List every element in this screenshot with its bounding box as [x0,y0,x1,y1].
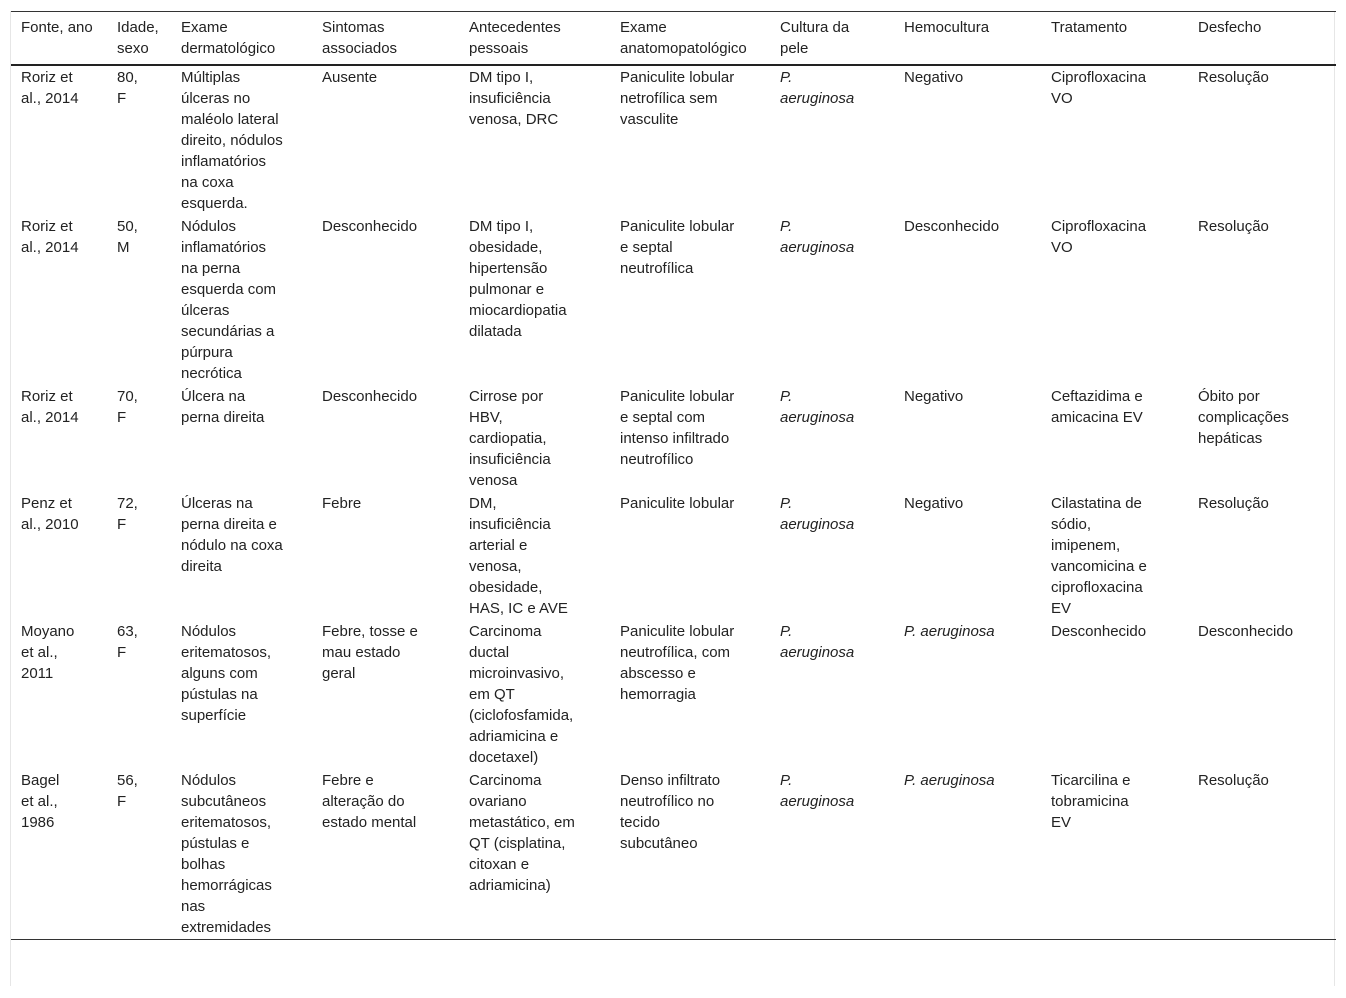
case-reports-table [11,11,1336,940]
table-row [11,385,1336,492]
cell-antecedentes: DM tipo I, obesidade, hipertensão pulmonar e miocardiopatia dilatada [469,218,567,340]
cell-exame: Úlcera na perna direita [181,388,265,426]
cell-exame: Nódulos subcutâneos eritematosos, pústulas e bolhas hemorrágicas nas extremidades [181,772,272,936]
cell-anatomo: Paniculite lobular netrofílica sem vasculite [620,69,735,128]
cell-tratamento: Ceftazidima e amicacina EV [1051,388,1143,426]
cell-sintomas: Febre, tosse e mau estado geral [322,623,418,682]
cell-idade: 80, F [117,69,138,107]
cell-antecedentes: Carcinoma ductal microinvasivo, em QT (ciclofosfamida, adriamicina e docetaxel) [469,623,574,766]
cell-exame: Múltiplas úlceras no maléolo lateral direito, nódulos inflamatórios na coxa esquerda. [181,69,283,212]
cell-antecedentes: DM tipo I, insuficiência venosa, DRC [469,69,559,128]
cell-hemocultura: P. aeruginosa [904,772,995,789]
cell-anatomo: Paniculite lobular [620,495,735,512]
header-desfecho: Desfecho [1198,19,1262,36]
header-fonte: Fonte, ano [21,19,93,36]
cell-sintomas: Desconhecido [322,388,418,405]
cell-tratamento: Ticarcilina e tobramicina EV [1051,772,1131,831]
cell-anatomo: Paniculite lobular neutrofílica, com abscesso e hemorragia [620,623,735,703]
cell-sintomas: Desconhecido [322,218,418,235]
table-row [11,620,1336,769]
cell-cultura: P. aeruginosa [780,69,855,107]
cell-exame: Nódulos inflamatórios na perna esquerda com úlceras secundárias a púrpura necrótica [181,218,277,382]
table-row [11,769,1336,940]
cell-fonte: Roriz et al., 2014 [21,388,79,426]
cell-sintomas: Ausente [322,69,378,86]
header-sintomas: Sintomas associados [322,19,398,57]
case-table-container [10,11,1335,986]
cell-desfecho: Desconhecido [1198,623,1294,640]
cell-anatomo: Denso infiltrato neutrofílico no tecido subcutâneo [620,772,721,852]
cell-exame: Úlceras na perna direita e nódulo na coxa direita [181,495,283,575]
cell-hemocultura: P. aeruginosa [904,623,995,640]
cell-desfecho: Resolução [1198,495,1269,512]
cell-tratamento: Desconhecido [1051,623,1147,640]
cell-exame: Nódulos eritematosos, alguns com pústulas na superfície [181,623,272,724]
table-header-row [11,12,1336,66]
cell-tratamento: Cilastatina de sódio, imipenem, vancomicina e ciprofloxacina EV [1051,495,1147,617]
cell-idade: 63, F [117,623,138,661]
cell-cultura: P. aeruginosa [780,623,855,661]
cell-antecedentes: Cirrose por HBV, cardiopatia, insuficiência venosa [469,388,551,489]
table-row [11,492,1336,620]
cell-cultura: P. aeruginosa [780,772,855,810]
cell-hemocultura: Desconhecido [904,218,1000,235]
header-antecedentes: Antecedentes pessoais [469,19,561,57]
cell-desfecho: Óbito por complicações hepáticas [1198,388,1289,447]
cell-fonte: Roriz et al., 2014 [21,218,79,256]
cell-idade: 70, F [117,388,138,426]
cell-idade: 50, M [117,218,138,256]
cell-fonte: Roriz et al., 2014 [21,69,79,107]
cell-tratamento: Ciprofloxacina VO [1051,69,1147,107]
header-cultura: Cultura da pele [780,19,850,57]
cell-sintomas: Febre [322,495,362,512]
header-hemocultura: Hemocultura [904,19,990,36]
cell-cultura: P. aeruginosa [780,495,855,533]
cell-tratamento: Ciprofloxacina VO [1051,218,1147,256]
cell-desfecho: Resolução [1198,772,1269,789]
cell-fonte: Moyano et al., 2011 [21,623,75,682]
cell-anatomo: Paniculite lobular e septal com intenso infiltrado neutrofílico [620,388,735,468]
cell-sintomas: Febre e alteração do estado mental [322,772,417,831]
table-row [11,65,1336,215]
cell-hemocultura: Negativo [904,495,964,512]
cell-idade: 56, F [117,772,138,810]
header-exame: Exame dermatológico [181,19,276,57]
cell-fonte: Bagel et al., 1986 [21,772,60,831]
cell-hemocultura: Negativo [904,388,964,405]
cell-desfecho: Resolução [1198,218,1269,235]
table-row [11,215,1336,385]
cell-hemocultura: Negativo [904,69,964,86]
header-anatomo: Exame anatomopatológico [620,19,747,57]
cell-antecedentes: Carcinoma ovariano metastático, em QT (cisplatina, citoxan e adriamicina) [469,772,575,894]
cell-cultura: P. aeruginosa [780,388,855,426]
cell-anatomo: Paniculite lobular e septal neutrofílica [620,218,735,277]
cell-fonte: Penz et al., 2010 [21,495,79,533]
header-tratamento: Tratamento [1051,19,1128,36]
cell-cultura: P. aeruginosa [780,218,855,256]
header-idade: Idade, sexo [117,19,159,57]
cell-desfecho: Resolução [1198,69,1269,86]
cell-idade: 72, F [117,495,138,533]
cell-antecedentes: DM, insuficiência arterial e venosa, obesidade, HAS, IC e AVE [469,495,568,617]
